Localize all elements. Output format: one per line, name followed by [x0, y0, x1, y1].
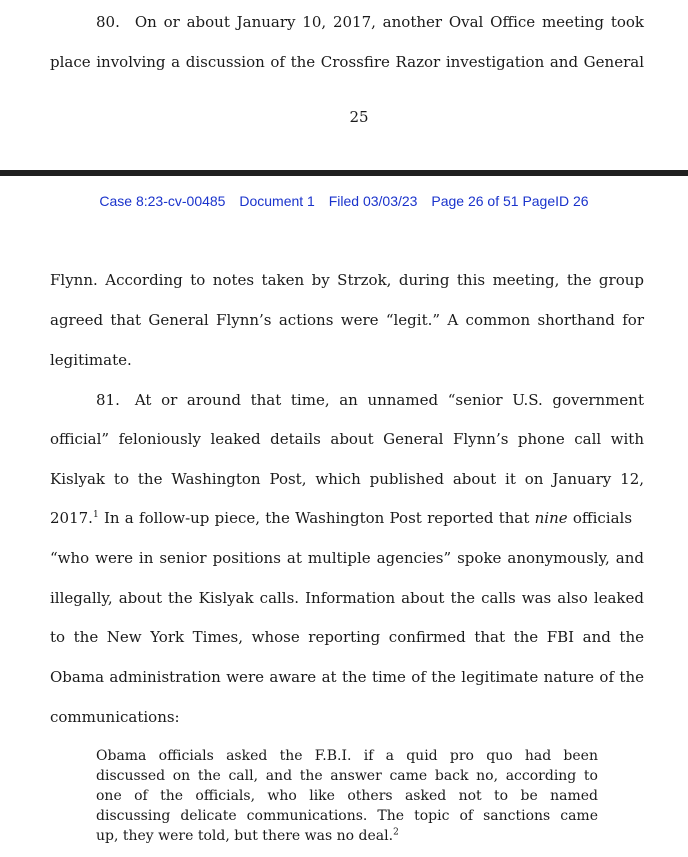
- body-line-5: official” feloniously leaked details about General Flynn’s phone call with: [50, 430, 644, 448]
- quote-line-5: [96, 826, 598, 846]
- body-line-2: agreed that General Flynn’s actions were “legit.” A common shorthand for: [50, 311, 644, 329]
- body-line-1: Flynn. According to notes taken by Strzok, during this meeting, the group: [50, 271, 644, 289]
- quote-line-2: discussed on the call, and the answer came back no, according to: [96, 768, 598, 784]
- footnote-ref-1[interactable]: 1: [92, 510, 99, 520]
- body-line-10: to the New York Times, whose reporting confirmed that the FBI and the: [50, 628, 644, 646]
- emphasis-nine: nine: [534, 509, 568, 527]
- document-number: Document 1: [239, 193, 315, 209]
- ecf-header: [0, 193, 688, 209]
- body-line-7-mid: In a follow-up piece, the Washington Post reported that: [98, 509, 535, 527]
- body-line-7-start: 2017.: [50, 509, 93, 527]
- page-of: Page 26 of 51: [431, 193, 519, 209]
- body-line-12: communications:: [50, 708, 180, 726]
- body-line-9: illegally, about the Kislyak calls. Information about the calls was also leaked: [50, 589, 644, 607]
- page-divider: [0, 170, 688, 176]
- body-line-6: Kislyak to the Washington Post, which published about it on January 12,: [50, 470, 644, 488]
- quote-line-1: Obama officials asked the F.B.I. if a quid pro quo had been: [96, 748, 598, 764]
- paragraph-80-line-1: 80. On or about January 10, 2017, another Oval Office meeting took: [96, 13, 644, 31]
- body-line-7-end: officials: [567, 509, 633, 527]
- body-line-11: Obama administration were aware at the time of the legitimate nature of the: [50, 668, 644, 686]
- case-number: Case 8:23-cv-00485: [99, 193, 226, 209]
- body-line-3: legitimate.: [50, 351, 132, 369]
- quote-line-4: discussing delicate communications. The topic of sanctions came: [96, 808, 598, 824]
- quote-line-5-text: up, they were told, but there was no deal.: [96, 828, 394, 844]
- page-id: PageID 26: [522, 193, 589, 209]
- body-line-8: “who were in senior positions at multiple agencies” spoke anonymously, and: [50, 549, 644, 567]
- footnote-ref-2[interactable]: 2: [393, 827, 399, 838]
- body-line-7: [50, 508, 644, 528]
- paragraph-81-line-1: 81. At or around that time, an unnamed “senior U.S. government: [96, 391, 644, 409]
- paragraph-80-line-2: place involving a discussion of the Crossfire Razor investigation and General: [50, 53, 644, 71]
- filed-date: Filed 03/03/23: [328, 193, 418, 209]
- quote-line-3: one of the officials, who like others asked not to be named: [96, 788, 598, 804]
- page-number: 25: [349, 108, 369, 126]
